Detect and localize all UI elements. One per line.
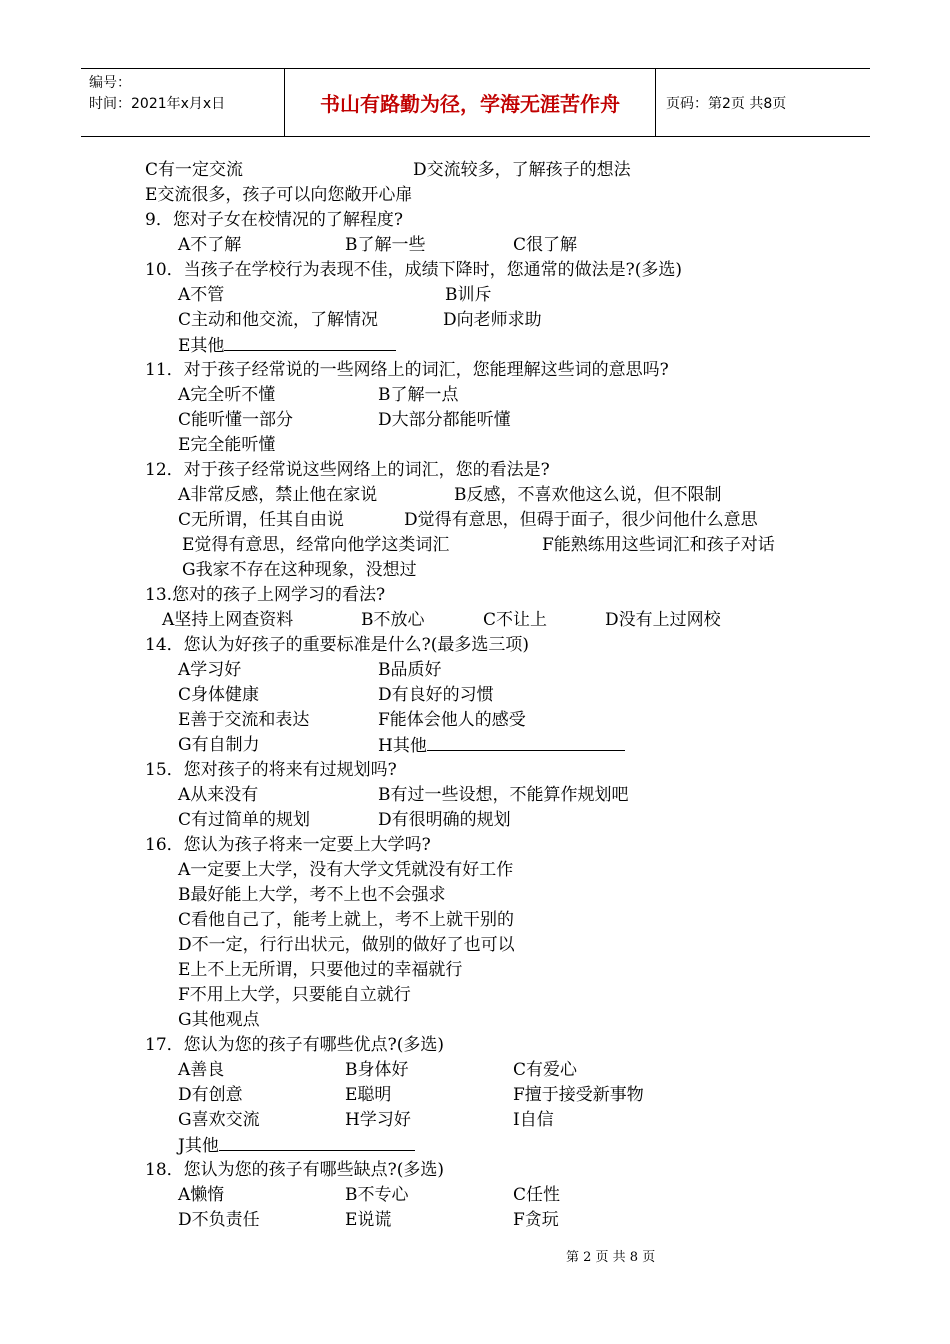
q12-option-b: B反感，不喜欢他这么说，但不限制 (454, 485, 722, 505)
q17-option-c: C有爱心 (513, 1060, 578, 1080)
q15-option-c: C有过简单的规划 (178, 810, 311, 830)
q10-other-blank (224, 333, 396, 351)
q14-options-row-3 (178, 708, 778, 733)
q8-option-d: D交流较多，了解孩子的想法 (413, 160, 631, 180)
q11-option-e: E完全能听懂 (178, 435, 276, 455)
q9-options (178, 233, 778, 258)
q14-option-a: A学习好 (178, 660, 242, 680)
q17-option-g: G喜欢交流 (178, 1110, 260, 1130)
q18-option-a: A懒惰 (178, 1185, 225, 1205)
q18-title: 18．您认为您的孩子有哪些缺点?(多选) (145, 1160, 445, 1180)
q12-title: 12．对于孩子经常说这些网络上的词汇，您的看法是? (145, 460, 550, 480)
q11-option-d: D大部分都能听懂 (378, 410, 511, 430)
q17-options-row-2 (178, 1083, 778, 1108)
q14-option-e: E善于交流和表达 (178, 710, 310, 730)
q9-option-c: C很了解 (513, 235, 578, 255)
q16-option-e: E上不上无所谓，只要他过的幸福就行 (178, 960, 463, 980)
q17-option-h: H学习好 (345, 1110, 411, 1130)
q17-option-b: B身体好 (345, 1060, 409, 1080)
q17-option-d: D有创意 (178, 1085, 243, 1105)
q11-options-row-2 (178, 408, 778, 433)
q17-option-e: E聪明 (345, 1085, 392, 1105)
q16-title: 16．您认为孩子将来一定要上大学吗? (145, 835, 431, 855)
q11-option-a: A完全听不懂 (178, 385, 276, 405)
q17-option-a: A善良 (178, 1060, 225, 1080)
q17-title: 17．您认为您的孩子有哪些优点?(多选) (145, 1035, 445, 1055)
q11-title: 11．对于孩子经常说的一些网络上的词汇，您能理解这些词的意思吗? (145, 360, 669, 380)
q17-other-blank (219, 1133, 415, 1151)
q18-options-row-1 (178, 1183, 778, 1208)
q8-option-c: C有一定交流 (145, 160, 244, 180)
q12-option-g: G我家不存在这种现象，没想过 (182, 560, 417, 580)
header-meta (81, 69, 284, 136)
q16-option-d: D不一定，行行出状元，做别的做好了也可以 (178, 935, 515, 955)
q17-option-f: F擅于接受新事物 (513, 1085, 644, 1105)
q13-title: 13.您对的孩子上网学习的看法? (145, 585, 386, 605)
q16-option-f: F不用上大学，只要能自立就行 (178, 985, 411, 1005)
q10-options-row-1 (178, 283, 778, 308)
q13-option-a: A坚持上网查资料 (162, 610, 294, 630)
q11-option-b: B了解一点 (378, 385, 459, 405)
q14-other-blank (427, 733, 625, 751)
q9-option-a: A不了解 (178, 235, 242, 255)
header-motto: 书山有路勤为径，学海无涯苦作舟 (284, 69, 656, 136)
q9-option-b: B了解一些 (345, 235, 426, 255)
q16-option-b: B最好能上大学，考不上也不会强求 (178, 885, 446, 905)
q15-option-b: B有过一些设想，不能算作规划吧 (378, 785, 629, 805)
q16-option-a: A一定要上大学，没有大学文凭就没有好工作 (178, 860, 514, 880)
q8-options-row-1 (145, 158, 845, 183)
q8-option-e: E交流很多，孩子可以向您敞开心扉 (145, 185, 413, 205)
header-page-label: 页码：第2页 共8页 (666, 95, 787, 112)
q12-option-c: C无所谓，任其自由说 (178, 510, 345, 530)
q14-options-row-1 (178, 658, 778, 683)
q12-options-row-3 (182, 533, 832, 558)
q17-options-row-1 (178, 1058, 778, 1083)
q10-option-d: D向老师求助 (443, 310, 542, 330)
q10-option-b: B训斥 (445, 285, 492, 305)
q10-option-a: A不管 (178, 285, 225, 305)
q17-option-j-row (178, 1133, 415, 1158)
q11-options-row-1 (178, 383, 778, 408)
q13-option-c: C不让上 (483, 610, 548, 630)
q15-option-d: D有很明确的规划 (378, 810, 511, 830)
q12-option-d: D觉得有意思，但碍于面子，很少问他什么意思 (404, 510, 758, 530)
q18-option-b: B不专心 (345, 1185, 409, 1205)
q14-option-c: C身体健康 (178, 685, 260, 705)
q17-option-i: I自信 (513, 1110, 554, 1130)
q16-option-g: G其他观点 (178, 1010, 260, 1030)
q10-option-c: C主动和他交流，了解情况 (178, 310, 379, 330)
q18-options-row-2 (178, 1208, 778, 1233)
q14-title: 14．您认为好孩子的重要标准是什么?(最多选三项) (145, 635, 530, 655)
q12-options-row-2 (178, 508, 828, 533)
q12-option-a: A非常反感，禁止他在家说 (178, 485, 378, 505)
page-header (81, 68, 870, 137)
q10-options-row-2 (178, 308, 778, 333)
q14-options-row-4 (178, 733, 778, 758)
q11-option-c: C能听懂一部分 (178, 410, 294, 430)
q14-option-b: B品质好 (378, 660, 442, 680)
q14-option-f: F能体会他人的感受 (378, 710, 526, 730)
header-number-label: 编号： (89, 75, 131, 91)
q10-title: 10．当孩子在学校行为表现不佳，成绩下降时，您通常的做法是?(多选) (145, 260, 683, 280)
q14-option-h: H其他 (378, 736, 427, 756)
q13-option-b: B不放心 (361, 610, 425, 630)
q10-option-e: E其他 (178, 336, 225, 356)
footer-page-number: 第 2 页 共 8 页 (566, 1250, 656, 1265)
q16-option-c: C看他自己了，能考上就上，考不上就干别的 (178, 910, 515, 930)
q9-title: 9．您对子女在校情况的了解程度? (145, 210, 403, 230)
q17-option-j: J其他 (178, 1136, 219, 1156)
q18-option-c: C任性 (513, 1185, 561, 1205)
q12-options-row-1 (178, 483, 828, 508)
q12-option-f: F能熟练用这些词汇和孩子对话 (542, 535, 775, 555)
q12-option-e: E觉得有意思，经常向他学这类词汇 (182, 535, 450, 555)
q14-options-row-2 (178, 683, 778, 708)
header-date-label: 时间：2021年x月x日 (89, 96, 226, 112)
q15-options-row-2 (178, 808, 778, 833)
q15-option-a: A从来没有 (178, 785, 259, 805)
q15-title: 15．您对孩子的将来有过规划吗? (145, 760, 397, 780)
q14-option-h-row (378, 733, 625, 759)
q13-option-d: D没有上过网校 (605, 610, 721, 630)
q17-options-row-3 (178, 1108, 778, 1133)
q18-option-d: D不负责任 (178, 1210, 260, 1230)
q14-option-g: G有自制力 (178, 735, 260, 755)
q18-option-f: F贪玩 (513, 1210, 559, 1230)
q10-option-e-row (178, 333, 396, 358)
q14-option-d: D有良好的习惯 (378, 685, 494, 705)
q13-options (162, 608, 812, 633)
q18-option-e: E说谎 (345, 1210, 392, 1230)
q15-options-row-1 (178, 783, 778, 808)
